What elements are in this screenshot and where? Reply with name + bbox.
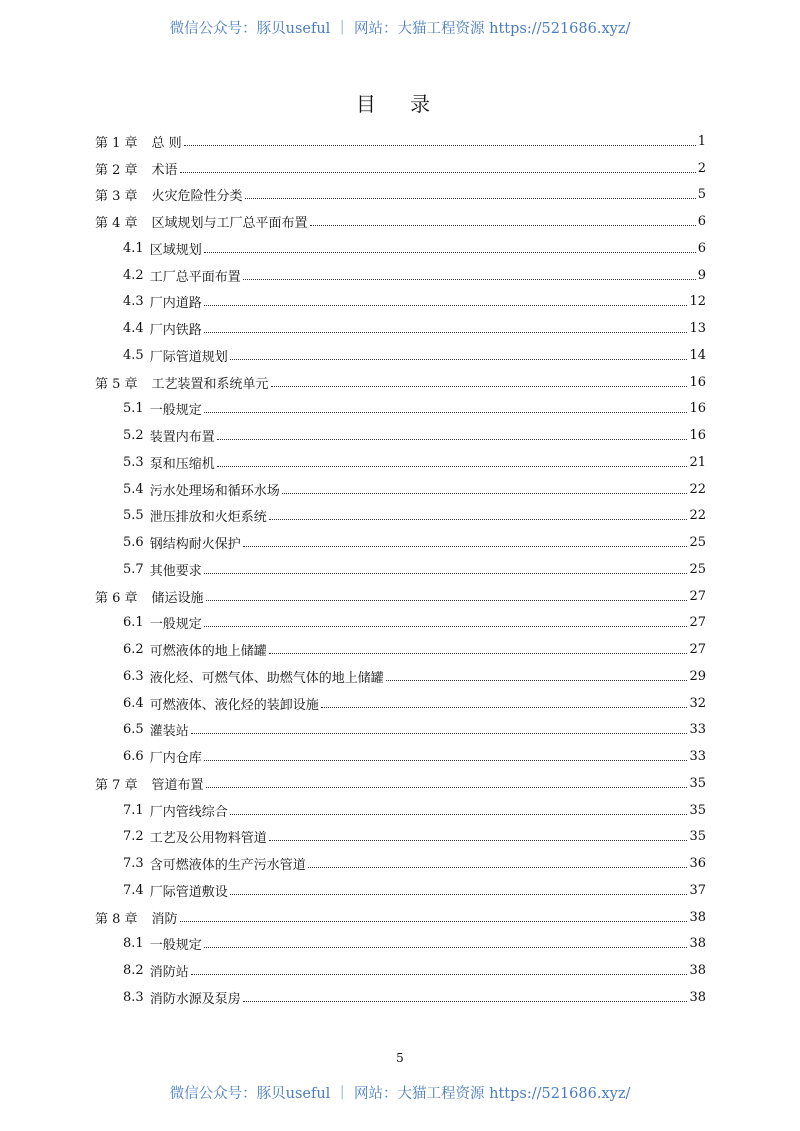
- toc-entry[interactable]: [95, 449, 706, 476]
- toc-entry-number: 第 8 章: [95, 911, 138, 927]
- toc-entry-page: 37: [689, 882, 706, 898]
- toc-entry-page: 27: [689, 588, 706, 604]
- toc-entry-label: 污水处理场和循环水场: [149, 483, 280, 499]
- toc-entry-page: 16: [689, 374, 706, 390]
- dot-leader: [180, 172, 696, 173]
- toc-entry-label: 管道布置: [151, 777, 204, 793]
- dot-leader: [269, 653, 688, 654]
- dot-leader: [230, 359, 688, 360]
- toc-entry-number: 第 6 章: [95, 590, 138, 606]
- toc-entry-page: 33: [689, 722, 706, 738]
- toc-entry-number: 第 5 章: [95, 376, 138, 392]
- toc-entry-number: 5.2: [123, 428, 144, 444]
- toc-entry-label: 火灾危险性分类: [151, 189, 243, 205]
- toc-entry-label: 一般规定: [149, 938, 202, 954]
- page-number: 5: [396, 1051, 404, 1065]
- dot-leader: [217, 439, 688, 440]
- dot-leader: [191, 733, 688, 734]
- toc-entry-number: 4.2: [123, 267, 144, 283]
- toc-entry-page: 38: [689, 989, 706, 1005]
- toc-entry-number: 6.1: [123, 615, 144, 631]
- toc-entry-page: 22: [689, 508, 706, 524]
- toc-entry[interactable]: [95, 931, 706, 958]
- toc-entry[interactable]: [95, 289, 706, 316]
- dot-leader: [217, 466, 688, 467]
- toc-entry-number: 5.3: [123, 454, 144, 470]
- toc-entry-label: 工艺及公用物料管道: [149, 831, 267, 847]
- toc-entry-number: 8.1: [123, 936, 144, 952]
- toc-entry-label: 钢结构耐火保护: [149, 537, 241, 553]
- dot-leader: [245, 198, 696, 199]
- toc-entry-number: 第 1 章: [95, 135, 138, 151]
- toc-entry[interactable]: [95, 315, 706, 342]
- toc-entry[interactable]: [95, 182, 706, 209]
- toc-entry-page: 1: [697, 133, 706, 149]
- toc-entry-label: 工艺装置和系统单元: [151, 376, 269, 392]
- toc-entry[interactable]: [95, 396, 706, 423]
- toc-entry-page: 2: [697, 160, 706, 176]
- toc-entry[interactable]: [95, 422, 706, 449]
- dot-leader: [206, 787, 688, 788]
- toc-entry-page: 16: [689, 428, 706, 444]
- toc-entry-number: 6.2: [123, 642, 144, 658]
- toc-entry-page: 21: [689, 454, 706, 470]
- toc-entry-page: 6: [697, 214, 706, 230]
- dot-leader: [243, 546, 688, 547]
- toc-entry[interactable]: [95, 770, 706, 797]
- toc-entry-number: 5.7: [123, 561, 144, 577]
- toc-entry-page: 27: [689, 615, 706, 631]
- toc-entry-number: 7.2: [123, 829, 144, 845]
- toc-entry-number: 4.4: [123, 321, 144, 337]
- toc-entry-page: 9: [697, 267, 706, 283]
- toc-entry[interactable]: [95, 503, 706, 530]
- table-of-contents: [95, 128, 706, 1011]
- toc-entry-label: 可燃液体、液化烃的装卸设施: [149, 697, 319, 713]
- toc-entry-label: 其他要求: [149, 563, 202, 579]
- toc-entry-number: 4.5: [123, 347, 144, 363]
- toc-entry[interactable]: [95, 529, 706, 556]
- toc-entry-page: 13: [689, 321, 706, 337]
- toc-entry-label: 一般规定: [149, 403, 202, 419]
- dot-leader: [386, 680, 688, 681]
- toc-entry[interactable]: [95, 476, 706, 503]
- dot-leader: [184, 145, 696, 146]
- toc-entry-label: 区域规划与工厂总平面布置: [151, 216, 308, 232]
- toc-entry[interactable]: [95, 583, 706, 610]
- dot-leader: [321, 707, 688, 708]
- toc-entry[interactable]: [95, 369, 706, 396]
- toc-entry-label: 工厂总平面布置: [149, 269, 241, 285]
- dot-leader: [308, 867, 688, 868]
- toc-entry-label: 一般规定: [149, 617, 202, 633]
- toc-entry[interactable]: [95, 262, 706, 289]
- toc-entry-page: 33: [689, 749, 706, 765]
- toc-entry-page: 38: [689, 936, 706, 952]
- toc-entry[interactable]: [95, 636, 706, 663]
- toc-entry[interactable]: [95, 824, 706, 851]
- toc-entry-number: 第 7 章: [95, 777, 138, 793]
- toc-entry-label: 消防站: [149, 965, 189, 981]
- toc-entry-label: 厂际管道敷设: [149, 884, 228, 900]
- toc-entry-page: 6: [697, 240, 706, 256]
- dot-leader: [230, 894, 688, 895]
- dot-leader: [269, 840, 688, 841]
- toc-entry[interactable]: [95, 556, 706, 583]
- toc-entry-number: 7.4: [123, 882, 144, 898]
- dot-leader: [269, 519, 688, 520]
- toc-entry-number: 7.1: [123, 802, 144, 818]
- toc-entry-page: 25: [689, 535, 706, 551]
- dot-leader: [191, 974, 688, 975]
- toc-entry-label: 消防水源及泵房: [149, 991, 241, 1007]
- watermark-footer: 微信公众号：豚贝useful ｜ 网站：大猫工程资源 https://521686.xyz/: [169, 1086, 631, 1102]
- dot-leader: [204, 332, 688, 333]
- toc-entry-label: 厂内铁路: [149, 323, 202, 339]
- toc-entry-page: 25: [689, 561, 706, 577]
- toc-entry-label: 厂内管线综合: [149, 804, 228, 820]
- toc-entry-page: 12: [689, 294, 706, 310]
- toc-title: 目 录: [355, 92, 445, 116]
- toc-entry-label: 装置内布置: [149, 430, 215, 446]
- toc-entry-page: 36: [689, 856, 706, 872]
- toc-entry[interactable]: [95, 208, 706, 235]
- toc-entry-number: 第 4 章: [95, 216, 138, 232]
- toc-entry-number: 4.3: [123, 294, 144, 310]
- toc-entry-page: 35: [689, 775, 706, 791]
- toc-entry-page: 38: [689, 963, 706, 979]
- toc-entry-page: 32: [689, 695, 706, 711]
- toc-entry-number: 6.5: [123, 722, 144, 738]
- toc-entry[interactable]: [95, 717, 706, 744]
- toc-entry-number: 7.3: [123, 856, 144, 872]
- dot-leader: [204, 412, 688, 413]
- toc-entry-label: 消防: [151, 911, 178, 927]
- toc-entry-number: 8.3: [123, 989, 144, 1005]
- toc-entry-number: 6.3: [123, 668, 144, 684]
- toc-entry[interactable]: [95, 957, 706, 984]
- dot-leader: [204, 305, 688, 306]
- toc-entry-label: 泵和压缩机: [149, 456, 215, 472]
- toc-entry-page: 29: [689, 668, 706, 684]
- toc-entry-label: 储运设施: [151, 590, 204, 606]
- toc-entry-label: 厂际管道规划: [149, 349, 228, 365]
- toc-entry[interactable]: [95, 877, 706, 904]
- toc-entry-number: 5.5: [123, 508, 144, 524]
- toc-entry-page: 16: [689, 401, 706, 417]
- toc-entry[interactable]: [95, 128, 706, 155]
- toc-entry-number: 5.6: [123, 535, 144, 551]
- toc-entry-label: 液化烃、可燃气体、助燃气体的地上储罐: [149, 670, 384, 686]
- toc-entry[interactable]: [95, 690, 706, 717]
- toc-entry[interactable]: [95, 850, 706, 877]
- toc-entry-number: 5.4: [123, 481, 144, 497]
- dot-leader: [282, 493, 688, 494]
- dot-leader: [204, 947, 688, 948]
- toc-entry-number: 6.6: [123, 749, 144, 765]
- toc-entry-label: 术语: [151, 162, 178, 178]
- dot-leader: [204, 252, 696, 253]
- toc-entry-label: 可燃液体的地上储罐: [149, 644, 267, 660]
- toc-entry[interactable]: [95, 342, 706, 369]
- toc-entry-label: 区域规划: [149, 242, 202, 258]
- dot-leader: [204, 760, 688, 761]
- toc-entry-page: 14: [689, 347, 706, 363]
- toc-entry[interactable]: [95, 904, 706, 931]
- toc-entry-page: 35: [689, 802, 706, 818]
- toc-entry-page: 35: [689, 829, 706, 845]
- dot-leader: [243, 1001, 688, 1002]
- toc-entry-number: 4.1: [123, 240, 144, 256]
- toc-entry[interactable]: [95, 235, 706, 262]
- toc-entry[interactable]: [95, 984, 706, 1011]
- toc-entry-label: 总 则: [151, 135, 182, 151]
- toc-entry[interactable]: [95, 663, 706, 690]
- dot-leader: [310, 225, 696, 226]
- toc-entry[interactable]: [95, 155, 706, 182]
- toc-entry[interactable]: [95, 743, 706, 770]
- dot-leader: [204, 573, 688, 574]
- dot-leader: [230, 814, 688, 815]
- toc-entry-page: 22: [689, 481, 706, 497]
- toc-entry-number: 8.2: [123, 963, 144, 979]
- dot-leader: [271, 386, 688, 387]
- toc-entry-number: 第 2 章: [95, 162, 138, 178]
- dot-leader: [206, 600, 688, 601]
- toc-entry-number: 6.4: [123, 695, 144, 711]
- dot-leader: [180, 921, 688, 922]
- toc-entry-label: 厂内仓库: [149, 751, 202, 767]
- toc-entry[interactable]: [95, 797, 706, 824]
- toc-entry-page: 27: [689, 642, 706, 658]
- toc-entry-label: 泄压排放和火炬系统: [149, 510, 267, 526]
- toc-entry-page: 5: [697, 187, 706, 203]
- toc-entry-number: 第 3 章: [95, 189, 138, 205]
- toc-entry-label: 含可燃液体的生产污水管道: [149, 858, 306, 874]
- dot-leader: [243, 279, 696, 280]
- toc-entry[interactable]: [95, 610, 706, 637]
- toc-entry-number: 5.1: [123, 401, 144, 417]
- dot-leader: [204, 626, 688, 627]
- watermark-header: 微信公众号：豚贝useful ｜ 网站：大猫工程资源 https://521686.xyz/: [169, 21, 631, 37]
- toc-entry-label: 灌装站: [149, 724, 189, 740]
- toc-entry-label: 厂内道路: [149, 296, 202, 312]
- toc-entry-page: 38: [689, 909, 706, 925]
